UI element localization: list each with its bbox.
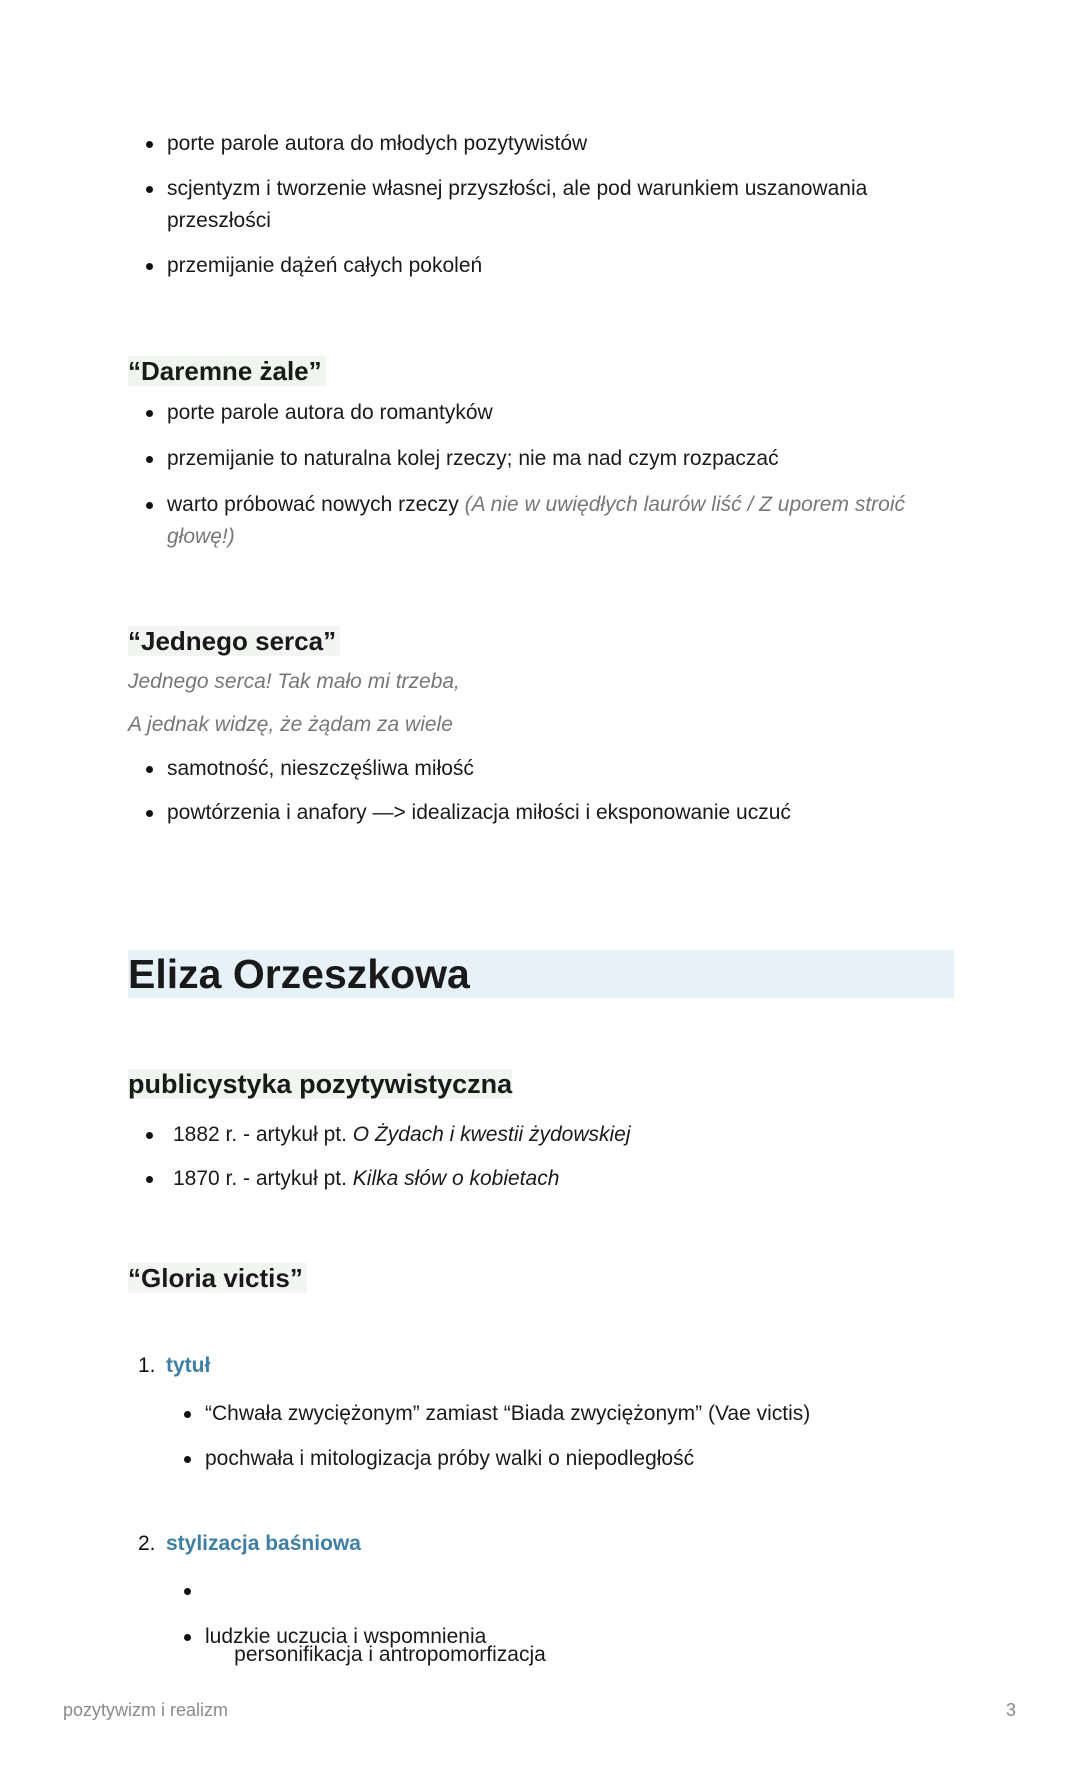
- list-item: pochwała i mitologizacja próby walki o niepodległość: [205, 1443, 945, 1475]
- article-title: O Żydach i kwestii żydowskiej: [352, 1123, 631, 1146]
- section-heading-jednego-serca: “Jednego serca”: [128, 626, 340, 656]
- bullet-icon: [146, 410, 153, 417]
- page-number: 3: [1005, 1700, 1016, 1720]
- bullet-icon: [184, 1634, 191, 1641]
- chapter-heading: Eliza Orzeszkowa: [128, 950, 954, 998]
- poem-line: Jednego serca! Tak mało mi trzeba,: [128, 670, 460, 693]
- bullet-icon: [146, 263, 153, 270]
- bullet-icon: [146, 1132, 153, 1139]
- list-item: powtórzenia i anafory —> idealizacja miłości i eksponowanie uczuć: [167, 797, 927, 829]
- section-heading-publicystyka: publicystyka pozytywistyczna: [128, 1069, 513, 1099]
- section-heading-daremne-zale: “Daremne żale”: [128, 356, 326, 386]
- list-item: scjentyzm i tworzenie własnej przyszłości, ale pod warunkiem uszanowania przeszłości: [167, 173, 927, 237]
- footer-title: pozytywizm i realizm: [63, 1700, 229, 1720]
- list-item: porte parole autora do młodych pozytywistów: [167, 128, 927, 160]
- list-item: przemijanie to naturalna kolej rzeczy; nie ma nad czym rozpaczać: [167, 443, 927, 475]
- list-item: przemijanie dążeń całych pokoleń: [167, 250, 927, 282]
- list-item: personifikacja i antropomorfizacja: [205, 1575, 945, 1703]
- list-item: ludzkie uczucia i wspomnienia: [205, 1621, 945, 1653]
- bullet-icon: [146, 141, 153, 148]
- poem-quote: (A nie w uwiędłych laurów liść / Z uporem stroić głowę!): [167, 493, 905, 548]
- bullet-icon: [184, 1588, 191, 1595]
- numbered-item: 2. stylizacja baśniowa: [138, 1532, 361, 1555]
- list-item: “Chwała zwyciężonym” zamiast “Biada zwyciężonym” (Vae victis): [205, 1398, 945, 1430]
- bullet-icon: [146, 502, 153, 509]
- list-item: 1882 r. - artykuł pt. O Żydach i kwestii żydowskiej: [173, 1119, 933, 1151]
- list-item: warto próbować nowych rzeczy (A nie w uwiędłych laurów liść / Z uporem stroić głowę!): [167, 489, 927, 553]
- bullet-icon: [146, 186, 153, 193]
- list-item: porte parole autora do romantyków: [167, 397, 927, 429]
- bullet-icon: [146, 1176, 153, 1183]
- list-item: 1870 r. - artykuł pt. Kilka słów o kobietach: [173, 1163, 933, 1195]
- article-title: Kilka słów o kobietach: [352, 1167, 560, 1190]
- bullet-icon: [184, 1456, 191, 1463]
- numbered-item-label: tytuł: [166, 1354, 211, 1377]
- numbered-item: 1. tytuł: [138, 1354, 211, 1377]
- bullet-icon: [184, 1411, 191, 1418]
- list-item: samotność, nieszczęśliwa miłość: [167, 753, 927, 785]
- bullet-icon: [146, 766, 153, 773]
- bullet-icon: [146, 456, 153, 463]
- section-heading-gloria-victis: “Gloria victis”: [128, 1263, 307, 1293]
- numbered-item-label: stylizacja baśniowa: [166, 1532, 361, 1555]
- bullet-icon: [146, 810, 153, 817]
- poem-line: A jednak widzę, że żądam za wiele: [128, 713, 453, 736]
